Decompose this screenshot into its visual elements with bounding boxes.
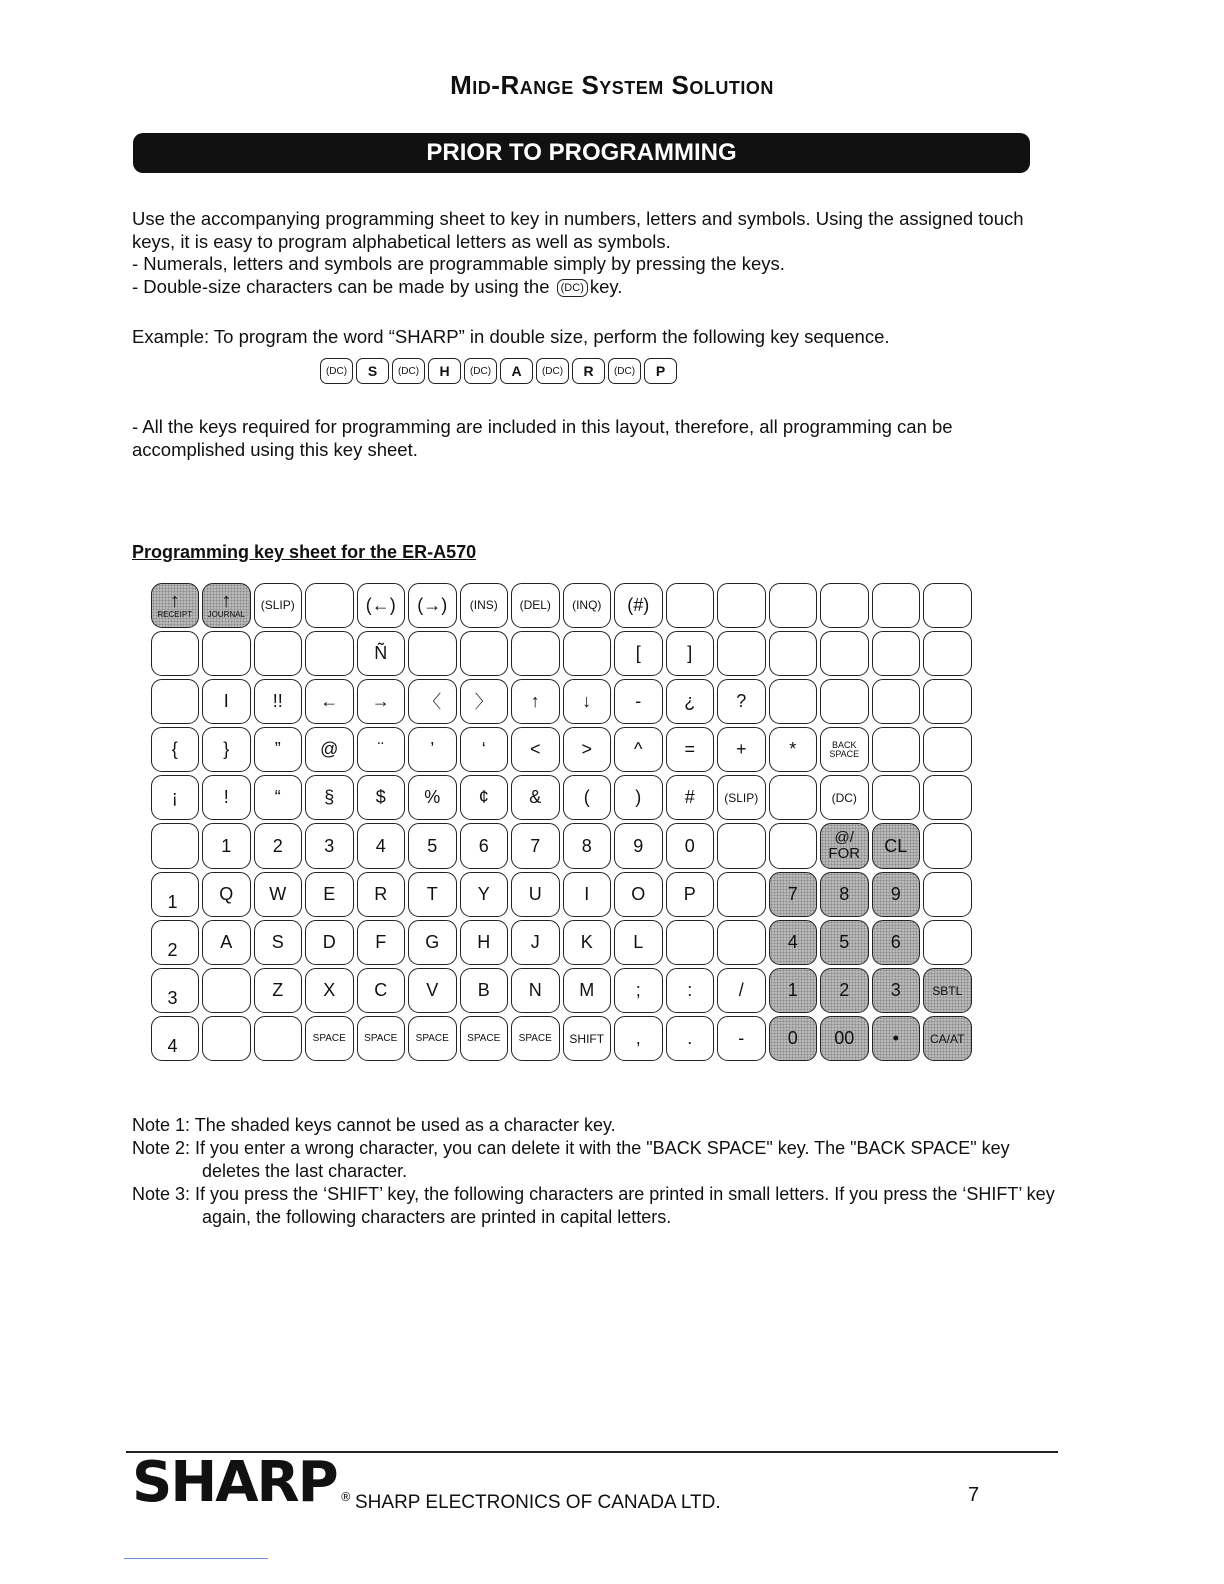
sequence-key-3: H — [428, 358, 461, 384]
up-arrow-icon: ↑ — [221, 590, 232, 613]
key-sequence — [320, 358, 677, 384]
sharp-logo — [132, 1450, 352, 1515]
key-r7-c0[interactable]: 2 — [151, 920, 200, 965]
notes-block — [132, 1114, 1072, 1229]
sequence-key-7: R — [572, 358, 605, 384]
key-r0-c7[interactable]: (DEL) — [511, 583, 560, 628]
sequence-key-1: S — [356, 358, 389, 384]
key-r6-c10[interactable]: P — [666, 872, 715, 917]
key-r9-c5[interactable]: SPACE — [408, 1016, 457, 1061]
key-r8-c0[interactable]: 3 — [151, 968, 200, 1013]
key-r7-c10[interactable] — [666, 920, 715, 965]
key-r4-c14[interactable] — [872, 775, 921, 820]
key-r3-c11[interactable]: + — [717, 727, 766, 772]
key-r8-c2[interactable]: Z — [254, 968, 303, 1013]
intro-line-3-end: key. — [589, 275, 623, 297]
key-r9-c6[interactable]: SPACE — [460, 1016, 509, 1061]
key-r8-c7[interactable]: N — [511, 968, 560, 1013]
key-r9-c13[interactable]: 00 — [820, 1016, 869, 1061]
key-r7-c12[interactable]: 4 — [769, 920, 818, 965]
intro-line-3-start: - Double-size characters can be made by using the — [132, 275, 550, 297]
key-r3-c15[interactable] — [923, 727, 972, 772]
sharp-logo-text: SHARP — [132, 1450, 337, 1515]
key-r2-c1[interactable]: I — [202, 679, 251, 724]
key-r9-c10[interactable]: . — [666, 1016, 715, 1061]
sequence-key-8: (DC) — [608, 358, 641, 384]
sequence-key-9: P — [644, 358, 677, 384]
key-r9-c15[interactable]: CA/AT — [923, 1016, 972, 1061]
key-r1-c10[interactable]: ] — [666, 631, 715, 676]
note-1: Note 1: The shaded keys cannot be used as a character key. — [132, 1115, 616, 1135]
key-r3-c8[interactable]: > — [563, 727, 612, 772]
key-r3-c2[interactable]: ” — [254, 727, 303, 772]
key-r6-c2[interactable]: W — [254, 872, 303, 917]
intro-line-3 — [132, 276, 1052, 299]
key-r2-c7[interactable]: ↑ — [511, 679, 560, 724]
key-r3-c6[interactable]: ‘ — [460, 727, 509, 772]
key-r6-c14[interactable]: 9 — [872, 872, 921, 917]
key-r8-c6[interactable]: B — [460, 968, 509, 1013]
key-r3-c14[interactable] — [872, 727, 921, 772]
key-r3-c4[interactable]: ¨ — [357, 727, 406, 772]
key-r3-c10[interactable]: = — [666, 727, 715, 772]
key-r5-c14[interactable]: CL — [872, 823, 921, 868]
key-r7-c1[interactable]: A — [202, 920, 251, 965]
key-r1-c1[interactable] — [202, 631, 251, 676]
key-r7-c4[interactable]: F — [357, 920, 406, 965]
example-text: Example: To program the word “SHARP” in double size, perform the following key sequence. — [132, 326, 890, 347]
key-r5-c0[interactable] — [151, 823, 200, 868]
key-r3-c7[interactable]: < — [511, 727, 560, 772]
page-number: 7 — [968, 1484, 980, 1506]
key-r6-c6[interactable]: Y — [460, 872, 509, 917]
key-r6-c9[interactable]: O — [614, 872, 663, 917]
page-header-title: Mid-Range System Solution — [450, 70, 774, 100]
key-r8-c9[interactable]: ; — [614, 968, 663, 1013]
note-2: Note 2: If you enter a wrong character, you can delete it with the "BACK SPACE" key. The "BACK SPACE" key deletes the last character. — [132, 1138, 1010, 1181]
key-r8-c3[interactable]: X — [305, 968, 354, 1013]
section-banner: PRIOR TO PROGRAMMING — [133, 133, 1030, 173]
registered-mark: ® — [339, 1490, 352, 1504]
key-r2-c2[interactable]: !! — [254, 679, 303, 724]
key-r6-c1[interactable]: Q — [202, 872, 251, 917]
key-r8-c12[interactable]: 1 — [769, 968, 818, 1013]
key-r6-c3[interactable]: E — [305, 872, 354, 917]
key-r4-c15[interactable] — [923, 775, 972, 820]
intro-paragraph — [132, 208, 1052, 298]
key-r1-c12[interactable] — [769, 631, 818, 676]
key-r9-c12[interactable]: 0 — [769, 1016, 818, 1061]
key-r5-c1[interactable]: 1 — [202, 823, 251, 868]
key-r2-c14[interactable] — [872, 679, 921, 724]
key-r2-c13[interactable] — [820, 679, 869, 724]
key-r9-c3[interactable]: SPACE — [305, 1016, 354, 1061]
key-r7-c6[interactable]: H — [460, 920, 509, 965]
key-r6-c8[interactable]: I — [563, 872, 612, 917]
key-r4-c11[interactable]: (SLIP) — [717, 775, 766, 820]
key-r2-c5[interactable]: 〈 — [408, 679, 457, 724]
key-r4-c6[interactable]: ¢ — [460, 775, 509, 820]
key-r5-c3[interactable]: 3 — [305, 823, 354, 868]
key-r1-c13[interactable] — [820, 631, 869, 676]
sequence-key-6: (DC) — [536, 358, 569, 384]
key-r2-c3[interactable]: ← — [305, 679, 354, 724]
key-r1-c4[interactable]: Ñ — [357, 631, 406, 676]
key-r0-c6[interactable]: (INS) — [460, 583, 509, 628]
key-r8-c13[interactable]: 2 — [820, 968, 869, 1013]
key-r1-c9[interactable]: [ — [614, 631, 663, 676]
key-r2-c11[interactable]: ? — [717, 679, 766, 724]
key-r0-c15[interactable] — [923, 583, 972, 628]
key-r0-c12[interactable] — [769, 583, 818, 628]
sequence-key-0: (DC) — [320, 358, 353, 384]
note-3: Note 3: If you press the ‘SHIFT’ key, the following characters are printed in small letters. If you press the ‘SHIFT’ key again, the following characters are printed in capital letters. — [132, 1184, 1055, 1227]
key-r9-c9[interactable]: , — [614, 1016, 663, 1061]
key-r0-c4[interactable]: (←) — [357, 583, 406, 628]
key-r9-c11[interactable]: - — [717, 1016, 766, 1061]
key-r1-c11[interactable] — [717, 631, 766, 676]
key-r7-c15[interactable] — [923, 920, 972, 965]
key-r4-c8[interactable]: ( — [563, 775, 612, 820]
key-r8-c8[interactable]: M — [563, 968, 612, 1013]
journal-feed-key[interactable] — [202, 583, 251, 628]
key-r4-c0[interactable]: ¡ — [151, 775, 200, 820]
key-r7-c13[interactable]: 5 — [820, 920, 869, 965]
key-r1-c6[interactable] — [460, 631, 509, 676]
key-r5-c10[interactable]: 0 — [666, 823, 715, 868]
key-r2-c9[interactable]: - — [614, 679, 663, 724]
key-r7-c7[interactable]: J — [511, 920, 560, 965]
key-r3-c12[interactable]: * — [769, 727, 818, 772]
key-r2-c12[interactable] — [769, 679, 818, 724]
key-r9-c8[interactable]: SHIFT — [563, 1016, 612, 1061]
key-r5-c11[interactable] — [717, 823, 766, 868]
key-r5-c5[interactable]: 5 — [408, 823, 457, 868]
key-r4-c12[interactable] — [769, 775, 818, 820]
key-r8-c10[interactable]: : — [666, 968, 715, 1013]
key-r6-c5[interactable]: T — [408, 872, 457, 917]
key-r6-c7[interactable]: U — [511, 872, 560, 917]
all-keys-note: - All the keys required for programming are included in this layout, therefore, all programming can be accomplished using this key sheet. — [132, 416, 953, 460]
key-r5-c13[interactable]: @/ FOR — [820, 823, 869, 868]
key-r8-c1[interactable] — [202, 968, 251, 1013]
key-r2-c10[interactable]: ¿ — [666, 679, 715, 724]
key-r8-c4[interactable]: C — [357, 968, 406, 1013]
key-r4-c4[interactable]: $ — [357, 775, 406, 820]
company-name: SHARP ELECTRONICS OF CANADA LTD. — [355, 1492, 721, 1513]
key-r1-c3[interactable] — [305, 631, 354, 676]
receipt-feed-key[interactable] — [151, 583, 200, 628]
key-r8-c11[interactable]: / — [717, 968, 766, 1013]
key-r8-c14[interactable]: 3 — [872, 968, 921, 1013]
feed-key-label: RECEIPT — [157, 610, 193, 620]
key-r3-c3[interactable]: @ — [305, 727, 354, 772]
key-r8-c15[interactable]: SBTL — [923, 968, 972, 1013]
key-r4-c2[interactable]: “ — [254, 775, 303, 820]
key-r0-c11[interactable] — [717, 583, 766, 628]
key-r5-c12[interactable] — [769, 823, 818, 868]
key-r0-c8[interactable]: (INQ) — [563, 583, 612, 628]
sequence-key-4: (DC) — [464, 358, 497, 384]
key-r9-c14[interactable]: • — [872, 1016, 921, 1061]
key-r5-c15[interactable] — [923, 823, 972, 868]
key-r4-c9[interactable]: ) — [614, 775, 663, 820]
key-r5-c2[interactable]: 2 — [254, 823, 303, 868]
key-r7-c11[interactable] — [717, 920, 766, 965]
key-r9-c1[interactable] — [202, 1016, 251, 1061]
key-r4-c5[interactable]: % — [408, 775, 457, 820]
key-r5-c4[interactable]: 4 — [357, 823, 406, 868]
programming-key-grid — [149, 581, 973, 1063]
intro-line-2: - Numerals, letters and symbols are programmable simply by pressing the keys. — [132, 253, 785, 274]
key-r3-c0[interactable]: { — [151, 727, 200, 772]
key-r9-c7[interactable]: SPACE — [511, 1016, 560, 1061]
key-r0-c9[interactable]: (#) — [614, 583, 663, 628]
key-r4-c1[interactable]: ! — [202, 775, 251, 820]
key-r0-c14[interactable] — [872, 583, 921, 628]
keysheet-title: Programming key sheet for the ER-A570 — [132, 542, 477, 562]
key-r6-c15[interactable] — [923, 872, 972, 917]
key-r3-c13[interactable]: BACK SPACE — [820, 727, 869, 772]
key-r1-c7[interactable] — [511, 631, 560, 676]
key-r7-c9[interactable]: L — [614, 920, 663, 965]
key-r0-c13[interactable] — [820, 583, 869, 628]
key-r2-c15[interactable] — [923, 679, 972, 724]
key-r1-c14[interactable] — [872, 631, 921, 676]
key-r3-c5[interactable]: ’ — [408, 727, 457, 772]
key-r3-c9[interactable]: ^ — [614, 727, 663, 772]
key-r6-c0[interactable]: 1 — [151, 872, 200, 917]
key-r9-c4[interactable]: SPACE — [357, 1016, 406, 1061]
intro-line-1: Use the accompanying programming sheet to key in numbers, letters and symbols. Using the assigned touch keys, it is easy to program alphabetical letters as well as symbols. — [132, 208, 1024, 252]
key-r5-c6[interactable]: 6 — [460, 823, 509, 868]
key-r5-c8[interactable]: 8 — [563, 823, 612, 868]
key-r2-c6[interactable]: 〉 — [460, 679, 509, 724]
bottom-link-rule — [124, 1558, 268, 1559]
key-r6-c11[interactable] — [717, 872, 766, 917]
key-r6-c12[interactable]: 7 — [769, 872, 818, 917]
key-r3-c1[interactable]: } — [202, 727, 251, 772]
key-r4-c10[interactable]: # — [666, 775, 715, 820]
key-r2-c0[interactable] — [151, 679, 200, 724]
key-r4-c13[interactable]: (DC) — [820, 775, 869, 820]
key-r1-c2[interactable] — [254, 631, 303, 676]
key-r5-c9[interactable]: 9 — [614, 823, 663, 868]
key-r6-c4[interactable]: R — [357, 872, 406, 917]
key-r1-c8[interactable] — [563, 631, 612, 676]
key-r1-c15[interactable] — [923, 631, 972, 676]
sequence-key-2: (DC) — [392, 358, 425, 384]
up-arrow-icon: ↑ — [169, 590, 180, 613]
sequence-key-5: A — [500, 358, 533, 384]
key-r0-c3[interactable] — [305, 583, 354, 628]
key-r7-c5[interactable]: G — [408, 920, 457, 965]
key-r9-c2[interactable] — [254, 1016, 303, 1061]
key-r5-c7[interactable]: 7 — [511, 823, 560, 868]
key-r7-c2[interactable]: S — [254, 920, 303, 965]
key-r7-c3[interactable]: D — [305, 920, 354, 965]
key-r0-c5[interactable]: (→) — [408, 583, 457, 628]
key-r0-c2[interactable]: (SLIP) — [254, 583, 303, 628]
key-r4-c7[interactable]: & — [511, 775, 560, 820]
key-r2-c4[interactable]: → — [357, 679, 406, 724]
key-r9-c0[interactable]: 4 — [151, 1016, 200, 1061]
key-r2-c8[interactable]: ↓ — [563, 679, 612, 724]
dc-key-inline: (DC) — [557, 279, 588, 297]
feed-key-label: JOURNAL — [207, 610, 245, 620]
key-r1-c5[interactable] — [408, 631, 457, 676]
key-r7-c8[interactable]: K — [563, 920, 612, 965]
key-r8-c5[interactable]: V — [408, 968, 457, 1013]
key-r7-c14[interactable]: 6 — [872, 920, 921, 965]
key-r4-c3[interactable]: § — [305, 775, 354, 820]
key-r1-c0[interactable] — [151, 631, 200, 676]
key-r0-c10[interactable] — [666, 583, 715, 628]
key-r6-c13[interactable]: 8 — [820, 872, 869, 917]
